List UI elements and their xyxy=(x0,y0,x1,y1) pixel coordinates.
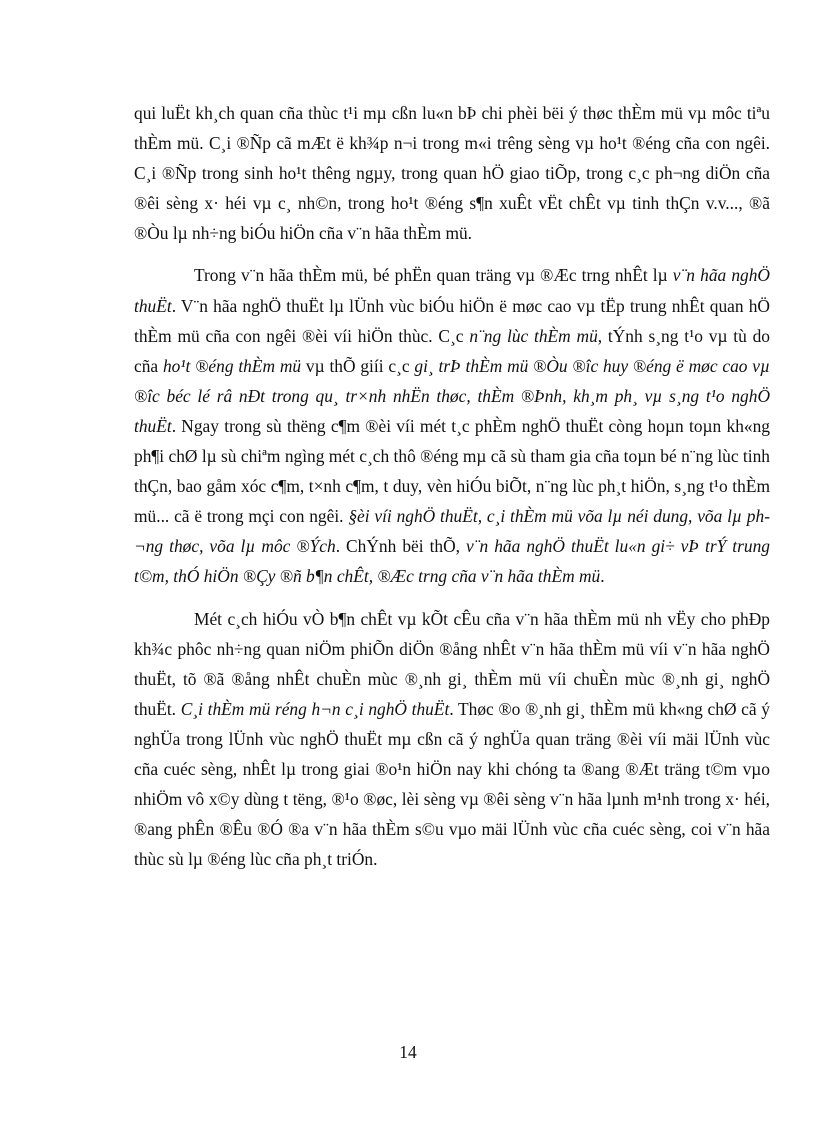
body-text xyxy=(134,98,770,874)
text-run: . Ngay trong sù thëng c¶m ®èi víi mét t¸c phÈm nghÖ thuËt còng hoµn toµn kh«ng ph¶i chØ lµ sù chiªm ngìng mét c¸ch thô ®éng mµ cã sù tham gia cña toµn bé n¨ng lùc tinh thÇn, bao gåm xóc c¶m, t×nh c¶m, t duy, vèn hiÓu biÕt, n¨ng lùc ph¸t hiÖn, s¸ng t¹o thÈm mü... cã ë trong mçi con ngêi. xyxy=(134,415,770,527)
italic-text-run: v¨n hãa nghÖ thuËt lu«n gi÷ vÞ trÝ trung t©m, thÓ hiÖn ®Çy ®ñ b¶n chÊt, ®Æc trng cña v¨n hãa thÈm mü xyxy=(134,536,770,587)
italic-text-run: C¸i thÈm mü réng h¬n c¸i nghÖ thuËt xyxy=(180,698,450,719)
italic-text-run: n¨ng lùc thÈm mü xyxy=(469,325,598,346)
text-run: . V¨n hãa nghÖ thuËt lµ lÜnh vùc biÓu hiÖn ë møc cao vµ tËp trung nhÊt quan hÖ thÈm mü cña con ngêi ®èi víi hiÖn thùc. C¸c xyxy=(134,295,770,346)
paragraph-p1 xyxy=(134,98,770,248)
text-run: , tÝnh s¸ng t¹o vµ tù do cña xyxy=(134,325,770,376)
italic-text-run: ho¹t ®éng thÈm mü xyxy=(162,355,302,376)
text-run: . ChÝnh bëi thÕ, xyxy=(335,536,467,557)
italic-text-run: gi¸ trÞ thÈm mü ®Òu ®îc huy ®éng ë møc cao vµ ®îc béc lé râ nÐt trong qu¸ tr×nh nhËn thøc, thÈm ®Þnh, kh¸m ph¸ vµ s¸ng t¹o nghÖ thuËt xyxy=(134,355,771,436)
text-run: . Thøc ®o ®¸nh gi¸ thÈm mü kh«ng chØ cã ý nghÜa trong lÜnh vùc nghÖ thuËt mµ cßn cã ý nghÜa quan träng ®èi víi mäi lÜnh vùc cña cuéc sèng, nhÊt lµ trong giai ®o¹n hiÖn nay khi chóng ta ®ang ®Æt träng t©m vµo nhiÖm vô x©y dùng t tëng, ®¹o ®øc, lèi sèng vµ ®êi sèng v¨n hãa lµnh m¹nh trong x· héi, ®ang phÊn ®Êu ®Ó ®a v¨n hãa thÈm s©u vµo mäi lÜnh vùc cña cuéc sèng, coi v¨n hãa thùc sù lµ ®éng lùc cña ph¸t triÓn. xyxy=(134,698,770,870)
text-run: vµ thÕ giíi c¸c xyxy=(301,355,415,376)
paragraph-p2 xyxy=(134,260,770,591)
page-number: 14 xyxy=(399,1042,417,1062)
italic-text-run: v¨n hãa nghÖ thuËt xyxy=(134,265,770,316)
text-run: . xyxy=(600,566,605,587)
paragraph-p3 xyxy=(134,604,770,875)
italic-text-run: §èi víi nghÖ thuËt, c¸i thÈm mü võa lµ néi dung, võa lµ ph¬ng thøc, võa lµ môc ®Ých xyxy=(134,506,770,557)
text-run: Trong v¨n hãa thÈm mü, bé phËn quan träng vµ ®Æc trng nhÊt lµ xyxy=(194,265,673,286)
text-run: qui luËt kh¸ch quan cña thùc t¹i mµ cßn lu«n bÞ chi phèi bëi ý thøc thÈm mü vµ môc tiªu thÈm mü. C¸i ®Ñp cã mÆt ë kh¾p n¬i trong m«i trêng sèng vµ ho¹t ®éng cña con ngêi. C¸i ®Ñp trong sinh ho¹t thêng ngµy, trong quan hÖ giao tiÕp, trong c¸c ph¬ng diÖn cña ®êi sèng x· héi vµ c¸ nh©n, trong ho¹t ®éng s¶n xuÊt vËt chÊt vµ tinh thÇn v.v..., ®ã ®Òu lµ nh÷ng biÓu hiÖn cña v¨n hãa thÈm mü. xyxy=(134,103,770,244)
text-run: Mét c¸ch hiÓu vÒ b¶n chÊt vµ kÕt cÊu cña v¨n hãa thÈm mü nh vËy cho phÐp kh¾c phôc nh÷ng quan niÖm phiÕn diÖn ®ång nhÊt v¨n hãa thÈm mü víi v¨n hãa nghÖ thuËt, tõ ®ã ®ång nhÊt chuÈn mùc ®¸nh gi¸ thÈm mü víi chuÈn mùc ®¸nh gi¸ nghÖ thuËt. xyxy=(134,608,770,719)
